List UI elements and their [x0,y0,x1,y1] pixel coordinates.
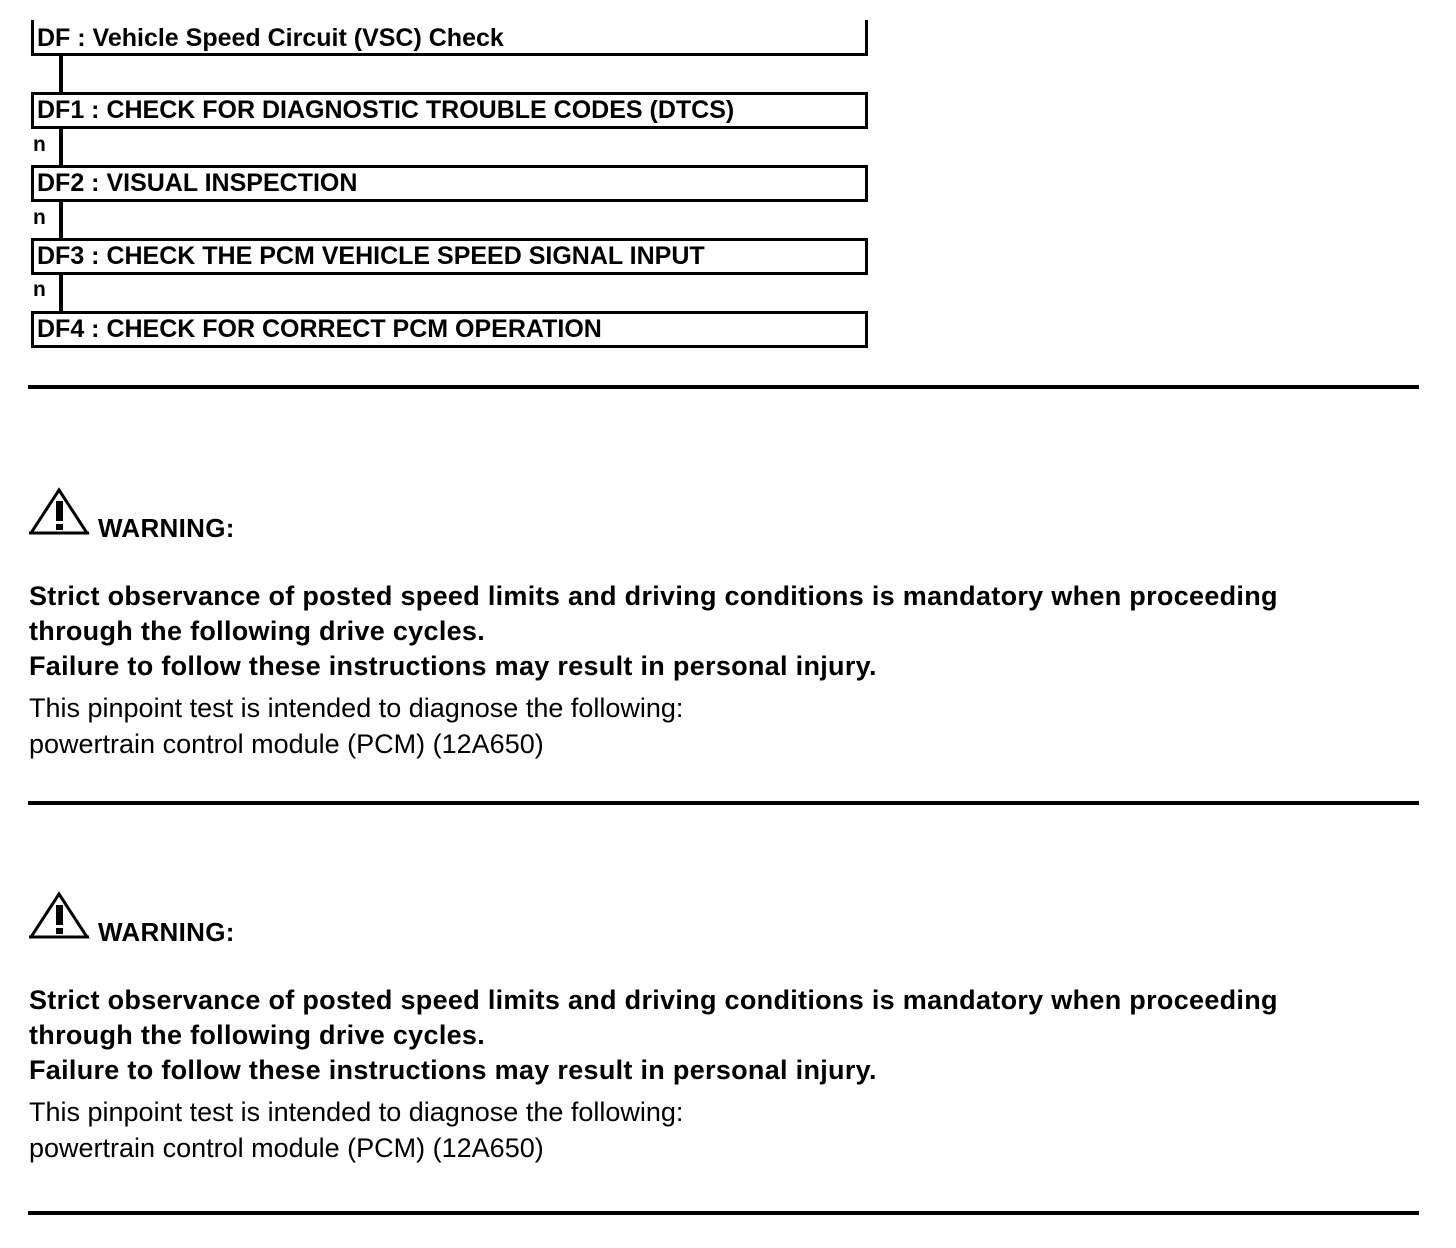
warning-line: through the following drive cycles. [29,616,486,646]
step-df4[interactable]: DF4 : CHECK FOR CORRECT PCM OPERATION [31,311,868,348]
warning-heading: WARNING: [98,917,235,947]
pinpoint-test-description [29,1094,1429,1166]
step-df2[interactable]: DF2 : VISUAL INSPECTION [31,165,868,202]
warning-triangle-icon [29,891,91,941]
warning-triangle-icon [29,487,91,537]
warning-line: Failure to follow these instructions may result in personal injury. [29,651,877,681]
section-divider [28,801,1419,805]
warning-section-1 [29,487,1429,762]
warning-line: through the following drive cycles. [29,1020,486,1050]
test-intro: This pinpoint test is intended to diagnose the following: [29,693,684,723]
step-df1[interactable]: DF1 : CHECK FOR DIAGNOSTIC TROUBLE CODES (DTCS) [31,92,868,129]
flow-connector [59,275,63,311]
section-divider [28,385,1419,389]
warning-line: Failure to follow these instructions may result in personal injury. [29,1055,877,1085]
test-item: powertrain control module (PCM) (12A650) [29,729,544,759]
branch-label-no: n [33,206,46,229]
flow-connector [59,202,63,238]
warning-line: Strict observance of posted speed limits and driving conditions is mandatory when proceeding [29,581,1278,611]
section-divider [28,1211,1419,1215]
branch-label-no: n [33,133,46,156]
flowchart-title: DF : Vehicle Speed Circuit (VSC) Check [31,20,868,56]
warning-line: Strict observance of posted speed limits and driving conditions is mandatory when proceeding [29,985,1278,1015]
flow-connector [59,56,63,92]
warning-section-2 [29,891,1429,1166]
flow-connector [59,129,63,165]
warning-text [29,579,1429,684]
test-intro: This pinpoint test is intended to diagnose the following: [29,1097,684,1127]
branch-label-no: n [33,278,46,301]
warning-header [29,891,1429,947]
warning-heading: WARNING: [98,513,235,543]
warning-text [29,983,1429,1088]
warning-header [29,487,1429,543]
step-df3[interactable]: DF3 : CHECK THE PCM VEHICLE SPEED SIGNAL INPUT [31,238,868,275]
pinpoint-test-flowchart [0,0,900,360]
pinpoint-test-description [29,690,1429,762]
test-item: powertrain control module (PCM) (12A650) [29,1133,544,1163]
